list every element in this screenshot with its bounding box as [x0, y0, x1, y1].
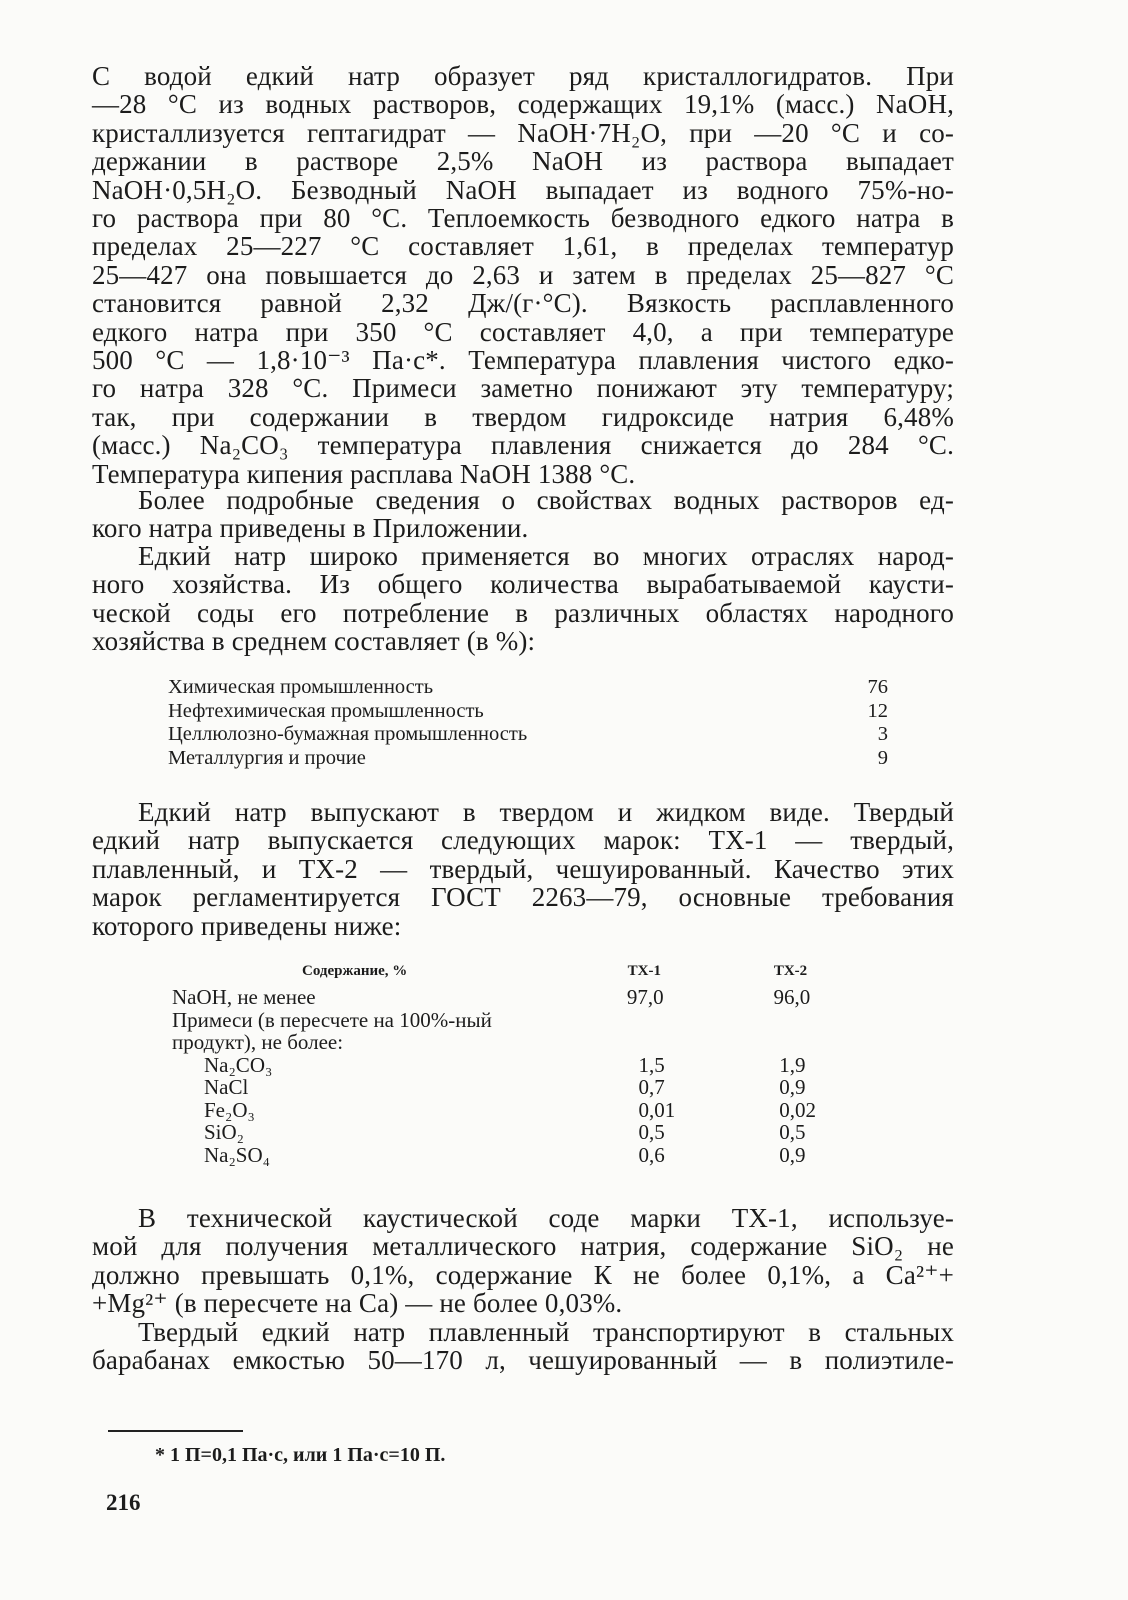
- text-line: так, при содержании в твердом гидроксиде натрия 6,48%: [92, 401, 954, 432]
- text-line: Более подробные сведения о свойствах водных растворов ед-: [138, 485, 954, 515]
- text-line: (масс.) Na₂CO₃ температура плавления снижается до 284 °С.: [92, 430, 954, 461]
- paragraph-5: [92, 1204, 954, 1318]
- usage-value: 76: [867, 676, 888, 698]
- text-line: едкий натр выпускается следующих марок: ТХ-1 — твердый,: [92, 825, 954, 856]
- text-line: мой для получения металлического натрия, содержание SiO₂ не: [92, 1231, 954, 1262]
- text-line: хозяйства в среднем составляет (в %):: [92, 626, 536, 657]
- paragraph-6: [92, 1318, 954, 1375]
- text-line: го натра 328 °С. Примеси заметно понижают эту температуру;: [92, 373, 954, 404]
- usage-value: 9: [877, 746, 888, 769]
- page-number: 216: [106, 1490, 141, 1515]
- text-line: Едкий натр широко применяется во многих отраслях народ-: [138, 541, 954, 571]
- text-line: 500 °С — 1,8·10⁻³ Па·с*. Температура плавления чистого едко-: [92, 345, 954, 376]
- spec-tx1: 0,5: [638, 1120, 665, 1144]
- usage-row: [168, 723, 888, 747]
- spec-label: продукт), не более:: [172, 1030, 344, 1054]
- spec-tx2: [745, 1031, 892, 1054]
- spec-label: Na₂SO₄: [204, 1142, 270, 1167]
- text-line: которого приведены ниже:: [92, 910, 402, 941]
- spec-header-tx1: ТХ-1: [627, 962, 661, 979]
- spec-table: [172, 956, 892, 1166]
- text-line: Температура кипения расплава NaOH 1388 °С.: [92, 458, 636, 489]
- text-line: плавленный, и ТХ-2 — твердый, чешуированный. Качество этих: [92, 853, 954, 884]
- usage-label: Металлургия и прочие: [168, 746, 366, 769]
- usage-value: 12: [867, 699, 888, 722]
- text-line: кого натра приведены в Приложении.: [92, 513, 529, 544]
- paragraph-4: [92, 798, 954, 940]
- spec-row: [172, 1099, 892, 1122]
- usage-row: [168, 676, 888, 700]
- spec-row: [172, 986, 892, 1009]
- spec-tx1: [587, 1009, 746, 1032]
- spec-header-tx2: ТХ-2: [773, 962, 808, 979]
- usage-row: [168, 700, 888, 724]
- text-line: +Mg²⁺ (в пересчете на Са) — не более 0,03%.: [92, 1288, 623, 1319]
- text-line: становится равной 2,32 Дж/(г·°С). Вязкость расплавленного: [92, 288, 954, 319]
- paragraph-2: [92, 486, 954, 543]
- spec-row: [172, 1121, 892, 1144]
- text-line: держании в растворе 2,5% NaOH из раствора выпадает: [92, 146, 954, 177]
- spec-tx1: 0,7: [638, 1075, 665, 1099]
- text-line: В технической каустической соде марки ТХ-1, используе-: [138, 1203, 954, 1233]
- text-line: должно превышать 0,1%, содержание К не более 0,1%, а Ca²⁺+: [92, 1259, 954, 1290]
- spec-label: Примеси (в пересчете на 100%-ный: [172, 1007, 492, 1032]
- spec-tx2: [745, 1009, 892, 1032]
- text-line: барабанах емкостью 50—170 л, чешуированный — в полиэтиле-: [92, 1345, 954, 1376]
- spec-tx2: 1,9: [779, 1052, 806, 1077]
- spec-tx1: 1,5: [638, 1052, 665, 1077]
- spec-row: [172, 1009, 892, 1032]
- spec-row: [172, 1076, 892, 1099]
- spec-tx1: 0,01: [638, 1097, 676, 1122]
- spec-row: [172, 1144, 892, 1167]
- text-line: ного хозяйства. Из общего количества вырабатываемой каусти-: [92, 569, 954, 600]
- spec-tx2: 0,9: [779, 1142, 806, 1167]
- footnote-divider: [108, 1430, 243, 1432]
- usage-label: Нефтехимическая промышленность: [168, 699, 484, 722]
- usage-row: [168, 747, 888, 771]
- spec-tx1: [587, 1031, 746, 1054]
- spec-tx2: 0,5: [779, 1120, 806, 1144]
- spec-header-label: Содержание, %: [302, 962, 408, 979]
- spec-tx2: 0,9: [779, 1075, 806, 1099]
- usage-label: Химическая промышленность: [168, 676, 434, 698]
- text-line: едкого натра при 350 °С составляет 4,0, а при температуре: [92, 316, 954, 347]
- paragraph-1: [92, 62, 954, 488]
- text-line: —28 °С из водных растворов, содержащих 19,1% (масс.) NaOH,: [92, 89, 954, 120]
- text-line: NaOH·0,5H₂O. Безводный NaOH выпадает из водного 75%-но-: [92, 174, 954, 205]
- text-line: марок регламентируется ГОСТ 2263—79, основные требования: [92, 882, 954, 913]
- text-line: го раствора при 80 °С. Теплоемкость безводного едкого натра в: [92, 203, 954, 234]
- text-line: ческой соды его потребление в различных областях народного: [92, 597, 954, 628]
- spec-label: Fe₂O₃: [204, 1097, 255, 1122]
- spec-tx2: 96,0: [773, 985, 811, 1009]
- spec-label: NaCl: [204, 1075, 249, 1099]
- text-line: Едкий натр выпускают в твердом и жидком виде. Твердый: [138, 797, 954, 827]
- text-line: пределах 25—227 °С составляет 1,61, в пределах температур: [92, 231, 954, 262]
- spec-header-row: [172, 956, 892, 986]
- text-line: 25—427 она повышается до 2,63 и затем в пределах 25—827 °С: [92, 259, 954, 290]
- usage-label: Целлюлозно-бумажная промышленность: [168, 723, 528, 745]
- spec-tx1: 0,6: [638, 1142, 665, 1167]
- text-line: С водой едкий натр образует ряд кристаллогидратов. При: [92, 61, 954, 91]
- footnote: * 1 П=0,1 Па·с, или 1 Па·с=10 П.: [155, 1444, 446, 1466]
- usage-table: [168, 676, 888, 770]
- spec-row: [172, 1031, 892, 1054]
- paragraph-3: [92, 542, 954, 656]
- usage-value: 3: [877, 723, 888, 745]
- spec-label: Na₂CO₃: [204, 1052, 273, 1077]
- spec-label: SiO₂: [204, 1120, 245, 1144]
- spec-tx2: 0,02: [779, 1097, 817, 1122]
- text-line: Твердый едкий натр плавленный транспортируют в стальных: [138, 1317, 954, 1347]
- spec-row: [172, 1054, 892, 1077]
- spec-tx1: 97,0: [626, 985, 664, 1009]
- spec-label: NaOH, не менее: [172, 985, 316, 1009]
- text-line: кристаллизуется гептагидрат — NaOH·7H₂O, при —20 °С и со-: [92, 117, 954, 148]
